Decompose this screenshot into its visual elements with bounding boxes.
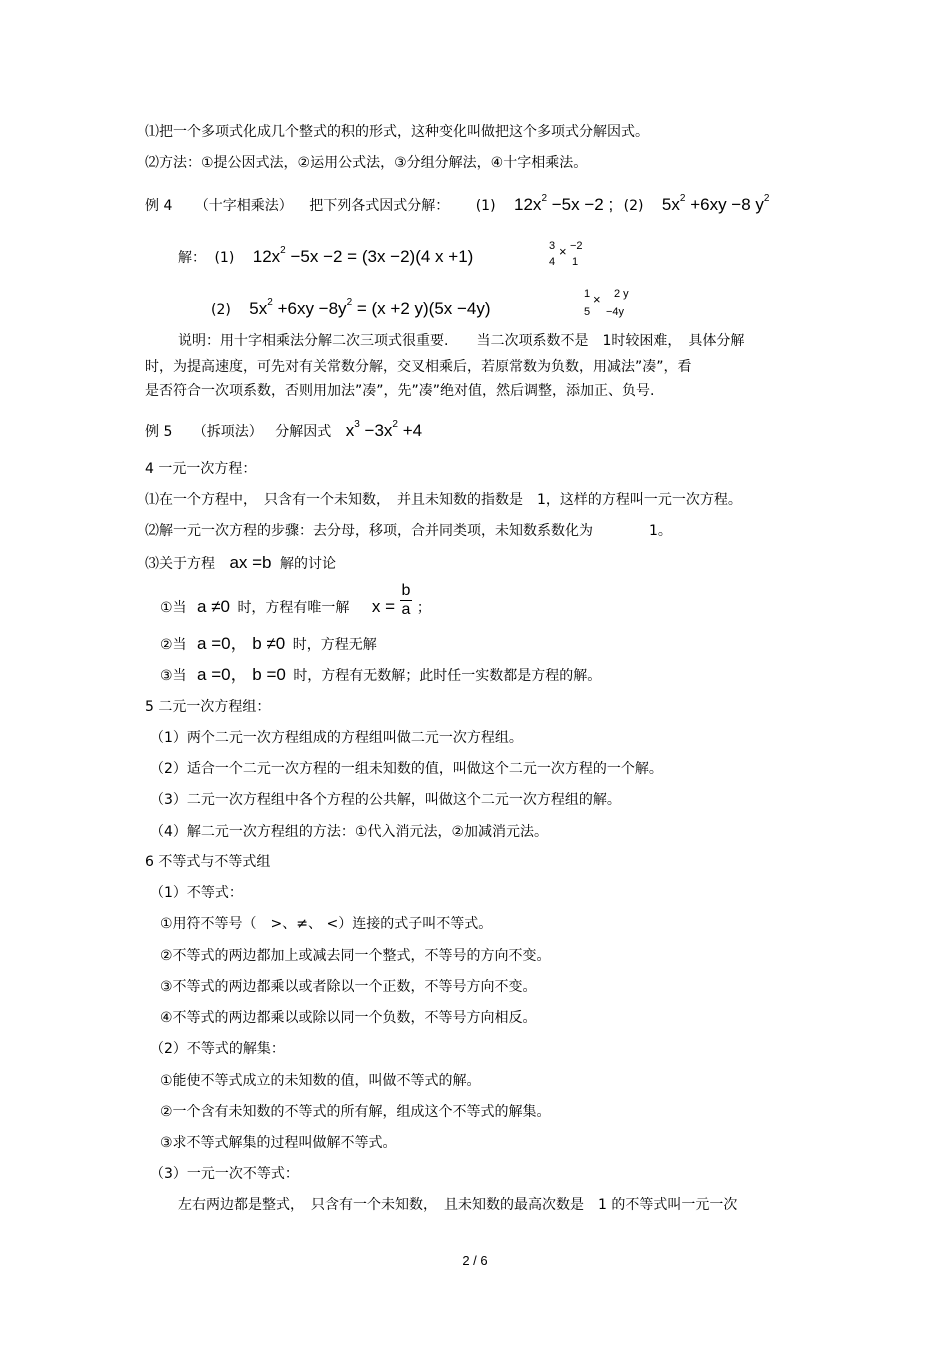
- cross-icon: ×: [593, 292, 601, 307]
- text-line: ④不等式的两边都乘以或除以同一个负数，不等号方向相反。: [160, 1010, 537, 1026]
- cross-icon: ×: [559, 244, 567, 259]
- solution-1: [178, 247, 473, 268]
- text-line: ③不等式的两边都乘以或者除以一个正数，不等号方向不变。: [160, 979, 537, 995]
- text-line: （3）二元一次方程组中各个方程的公共解，叫做这个二元一次方程组的解。: [150, 792, 621, 808]
- text-line: ②一个含有未知数的不等式的所有解，组成这个不等式的解集。: [160, 1104, 551, 1120]
- case-1: ①当 a ≠0 时，方程有唯一解 x = $\frac{b}{a}$ ；: [160, 581, 431, 618]
- part-label: (2): [211, 302, 231, 318]
- condition: a ≠0: [197, 597, 230, 616]
- example-label: 例 5: [145, 424, 173, 440]
- text-line: ②不等式的两边都加上或减去同一个整式，不等号的方向不变。: [160, 948, 551, 964]
- task-text: 分解因式: [275, 424, 332, 440]
- condition: a =0， b ≠0: [197, 634, 286, 653]
- solution-expression-1: $12x^2 -5x -2 = (3x -2)(4$ x +1): [252, 245, 474, 266]
- part-label: (1): [214, 250, 235, 266]
- method-label: （拆项法）: [192, 424, 263, 440]
- section-title: 4 一元一次方程：: [145, 461, 257, 477]
- note-line: 时，为提高速度，可先对有关常数分解，交叉相乘后，若原常数为负数，用减法”凑”，看: [145, 359, 692, 375]
- part-label: (1): [475, 198, 496, 214]
- task-text: 把下列各式因式分解：: [309, 198, 450, 214]
- fraction-lhs: x =: [371, 597, 396, 616]
- cross-value: 2 y: [614, 288, 629, 300]
- condition: a =0， b =0: [197, 665, 286, 684]
- expression-2: $5x^2 +6xy -8$ $y^2$: [661, 193, 770, 214]
- text-line: ⑴把一个多项式化成几个整式的积的形式，这种变化叫做把这个多项式分解因式。: [145, 124, 649, 140]
- expression-1: $12x^2 -5x -2$ ;: [514, 193, 614, 214]
- text-line: ①用符不等号（ >、≠、 <）连接的式子叫不等式。: [160, 916, 493, 932]
- solution-expression-2: $5x^2 +6xy -8y^2 = (x +2$ y)(5x −4y): [249, 297, 491, 318]
- cross-value: 1: [584, 288, 591, 300]
- example-label: 例 4: [145, 198, 173, 214]
- solution-label: 解：: [178, 250, 206, 266]
- expression-5: $x^3 -3x^2 +4$: [345, 419, 423, 440]
- case-3: ③当 a =0， b =0 时，方程有无数解；此时任一实数都是方程的解。: [160, 665, 602, 684]
- note-line: 是否符合一次项系数，否则用加法”凑”，先”凑”绝对值，然后调整，添加正、负号.: [145, 383, 655, 399]
- cross-value: 4: [549, 256, 556, 268]
- example-5: [145, 421, 422, 442]
- cross-value: −4y: [606, 306, 625, 318]
- part-label: (2): [623, 198, 644, 214]
- text-line: ①能使不等式成立的未知数的值，叫做不等式的解。: [160, 1073, 481, 1089]
- note-line: 说明：用十字相乘法分解二次三项式很重要. 当二次项系数不是 1时较困难， 具体分解: [178, 333, 745, 349]
- text-line: （2）适合一个二元一次方程的一组未知数的值，叫做这个二元一次方程的一个解。: [150, 761, 663, 777]
- method-label: （十字相乘法）: [194, 198, 293, 214]
- example-4: [145, 195, 769, 216]
- equation: ax =b: [229, 553, 272, 572]
- text-line: 左右两边都是整式， 只含有一个未知数， 且未知数的最高次数是 1 的不等式叫一元一次: [178, 1197, 738, 1213]
- text-line: （4）解二元一次方程组的方法：①代入消元法，②加减消元法。: [150, 824, 549, 840]
- text-line: ③求不等式解集的过程叫做解不等式。: [160, 1135, 397, 1151]
- cross-value: 3: [549, 240, 556, 252]
- solution-2: [211, 299, 491, 320]
- cross-value: 5: [584, 306, 591, 318]
- cross-value: 1: [572, 256, 579, 268]
- fraction: $\frac{b}{a}$: [401, 581, 411, 618]
- text-line: ⑶关于方程 ax =b 解的讨论: [145, 553, 336, 572]
- subsection-title: （2）不等式的解集：: [150, 1041, 285, 1057]
- section-title: 6 不等式与不等式组: [145, 854, 271, 870]
- text-line: ⑵解一元一次方程的步骤：去分母，移项，合并同类项，未知数系数化为 1。: [145, 523, 672, 539]
- page-number: 2 / 6: [462, 1253, 488, 1268]
- subsection-title: （3）一元一次不等式：: [150, 1166, 299, 1182]
- case-2: ②当 a =0， b ≠0 时，方程无解: [160, 634, 377, 653]
- text-line: ⑴在一个方程中， 只含有一个未知数， 并且未知数的指数是 1，这样的方程叫一元一次方程。: [145, 492, 742, 508]
- text-line: ⑵方法：①提公因式法，②运用公式法，③分组分解法，④十字相乘法。: [145, 155, 588, 171]
- cross-value: −2: [570, 240, 583, 252]
- subsection-title: （1）不等式：: [150, 885, 243, 901]
- section-title: 5 二元一次方程组：: [145, 699, 271, 715]
- text-line: （1）两个二元一次方程组成的方程组叫做二元一次方程组。: [150, 730, 523, 746]
